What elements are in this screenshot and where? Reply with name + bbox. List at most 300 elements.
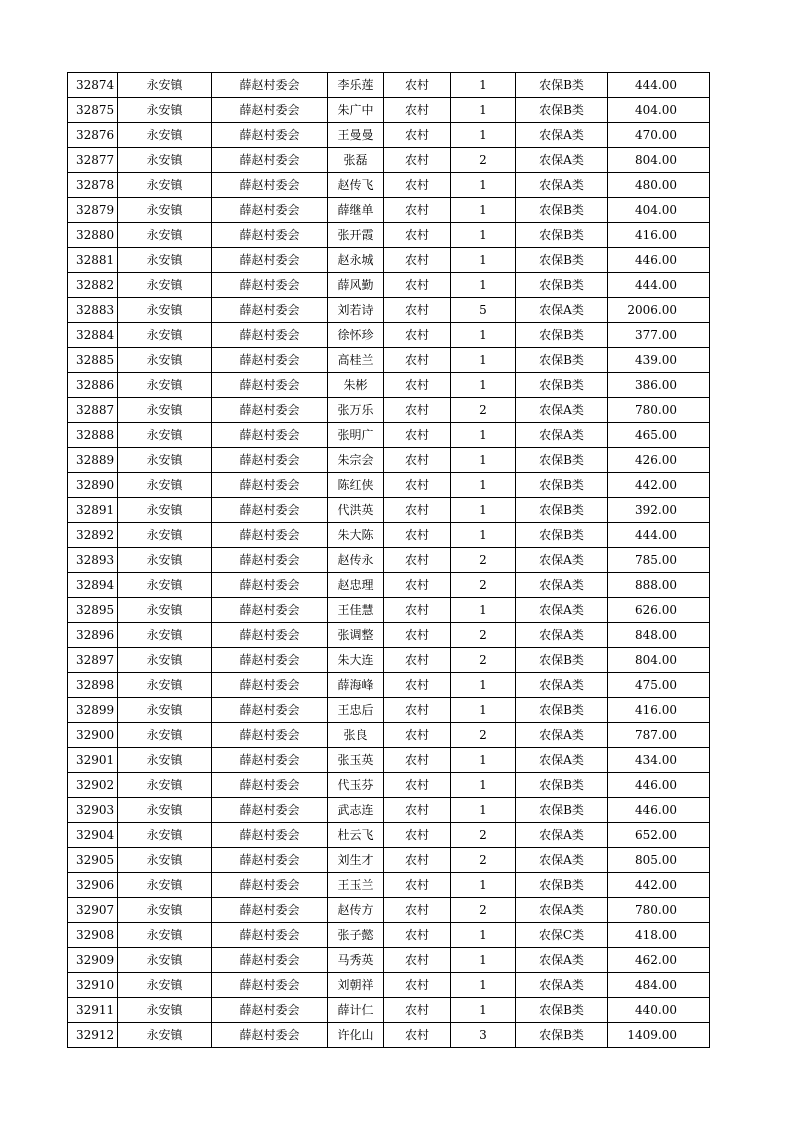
cell-area: 农村 [384, 73, 451, 98]
cell-town: 永安镇 [118, 623, 212, 648]
cell-id: 32886 [68, 373, 118, 398]
table-row [68, 523, 710, 548]
table-row [68, 273, 710, 298]
cell-town: 永安镇 [118, 548, 212, 573]
cell-count: 1 [451, 523, 516, 548]
cell-village: 薛赵村委会 [212, 748, 328, 773]
cell-category: 农保A类 [516, 948, 608, 973]
cell-amount: 418.00 [608, 923, 710, 948]
cell-id: 32874 [68, 73, 118, 98]
cell-category: 农保B类 [516, 323, 608, 348]
cell-area: 农村 [384, 148, 451, 173]
table-row [68, 798, 710, 823]
cell-area: 农村 [384, 373, 451, 398]
cell-count: 1 [451, 173, 516, 198]
cell-count: 1 [451, 673, 516, 698]
table-row [68, 348, 710, 373]
cell-village: 薛赵村委会 [212, 623, 328, 648]
cell-category: 农保B类 [516, 873, 608, 898]
cell-count: 1 [451, 873, 516, 898]
cell-amount: 404.00 [608, 98, 710, 123]
cell-count: 1 [451, 448, 516, 473]
cell-name: 张良 [328, 723, 384, 748]
cell-count: 2 [451, 148, 516, 173]
cell-area: 农村 [384, 748, 451, 773]
cell-town: 永安镇 [118, 523, 212, 548]
cell-name: 赵永城 [328, 248, 384, 273]
cell-category: 农保B类 [516, 73, 608, 98]
cell-id: 32910 [68, 973, 118, 998]
cell-amount: 404.00 [608, 198, 710, 223]
cell-id: 32903 [68, 798, 118, 823]
cell-name: 马秀英 [328, 948, 384, 973]
table-row [68, 298, 710, 323]
table-row [68, 698, 710, 723]
cell-village: 薛赵村委会 [212, 598, 328, 623]
cell-amount: 1409.00 [608, 1023, 710, 1048]
cell-area: 农村 [384, 723, 451, 748]
cell-amount: 465.00 [608, 423, 710, 448]
cell-id: 32880 [68, 223, 118, 248]
cell-id: 32888 [68, 423, 118, 448]
cell-area: 农村 [384, 348, 451, 373]
cell-id: 32879 [68, 198, 118, 223]
cell-name: 赵传永 [328, 548, 384, 573]
cell-village: 薛赵村委会 [212, 548, 328, 573]
cell-name: 代玉芬 [328, 773, 384, 798]
cell-village: 薛赵村委会 [212, 398, 328, 423]
cell-village: 薛赵村委会 [212, 973, 328, 998]
cell-village: 薛赵村委会 [212, 723, 328, 748]
cell-area: 农村 [384, 173, 451, 198]
cell-village: 薛赵村委会 [212, 148, 328, 173]
cell-count: 1 [451, 423, 516, 448]
cell-amount: 439.00 [608, 348, 710, 373]
cell-amount: 785.00 [608, 548, 710, 573]
cell-category: 农保B类 [516, 248, 608, 273]
cell-category: 农保A类 [516, 548, 608, 573]
cell-village: 薛赵村委会 [212, 248, 328, 273]
cell-amount: 805.00 [608, 848, 710, 873]
cell-category: 农保B类 [516, 448, 608, 473]
cell-town: 永安镇 [118, 948, 212, 973]
table-row [68, 148, 710, 173]
cell-town: 永安镇 [118, 673, 212, 698]
table-row [68, 223, 710, 248]
cell-category: 农保A类 [516, 973, 608, 998]
cell-category: 农保A类 [516, 298, 608, 323]
cell-town: 永安镇 [118, 323, 212, 348]
cell-category: 农保B类 [516, 998, 608, 1023]
cell-count: 2 [451, 898, 516, 923]
cell-town: 永安镇 [118, 423, 212, 448]
cell-town: 永安镇 [118, 248, 212, 273]
cell-town: 永安镇 [118, 823, 212, 848]
cell-count: 1 [451, 598, 516, 623]
cell-area: 农村 [384, 573, 451, 598]
cell-name: 张调整 [328, 623, 384, 648]
cell-town: 永安镇 [118, 698, 212, 723]
cell-town: 永安镇 [118, 1023, 212, 1048]
cell-name: 张明广 [328, 423, 384, 448]
cell-category: 农保A类 [516, 748, 608, 773]
cell-town: 永安镇 [118, 648, 212, 673]
cell-area: 农村 [384, 473, 451, 498]
cell-count: 1 [451, 198, 516, 223]
cell-name: 张玉英 [328, 748, 384, 773]
cell-area: 农村 [384, 623, 451, 648]
cell-name: 张子懿 [328, 923, 384, 948]
cell-town: 永安镇 [118, 348, 212, 373]
cell-id: 32895 [68, 598, 118, 623]
table-row [68, 948, 710, 973]
cell-count: 1 [451, 73, 516, 98]
cell-name: 张开霞 [328, 223, 384, 248]
cell-area: 农村 [384, 523, 451, 548]
cell-name: 朱彬 [328, 373, 384, 398]
cell-count: 2 [451, 648, 516, 673]
cell-area: 农村 [384, 898, 451, 923]
cell-village: 薛赵村委会 [212, 998, 328, 1023]
table-row [68, 973, 710, 998]
cell-amount: 440.00 [608, 998, 710, 1023]
table-row [68, 373, 710, 398]
cell-category: 农保B类 [516, 373, 608, 398]
cell-name: 刘若诗 [328, 298, 384, 323]
cell-name: 薛海峰 [328, 673, 384, 698]
cell-category: 农保A类 [516, 673, 608, 698]
cell-category: 农保A类 [516, 723, 608, 748]
table-row [68, 998, 710, 1023]
cell-category: 农保B类 [516, 348, 608, 373]
cell-category: 农保B类 [516, 223, 608, 248]
cell-count: 2 [451, 548, 516, 573]
cell-amount: 652.00 [608, 823, 710, 848]
table-row [68, 73, 710, 98]
cell-village: 薛赵村委会 [212, 1023, 328, 1048]
cell-count: 2 [451, 623, 516, 648]
cell-village: 薛赵村委会 [212, 373, 328, 398]
cell-town: 永安镇 [118, 973, 212, 998]
cell-village: 薛赵村委会 [212, 848, 328, 873]
cell-town: 永安镇 [118, 723, 212, 748]
cell-village: 薛赵村委会 [212, 923, 328, 948]
cell-area: 农村 [384, 873, 451, 898]
cell-area: 农村 [384, 498, 451, 523]
table-row [68, 448, 710, 473]
cell-id: 32894 [68, 573, 118, 598]
cell-town: 永安镇 [118, 173, 212, 198]
cell-id: 32908 [68, 923, 118, 948]
cell-id: 32876 [68, 123, 118, 148]
cell-name: 高桂兰 [328, 348, 384, 373]
table-row [68, 123, 710, 148]
cell-village: 薛赵村委会 [212, 773, 328, 798]
table-row [68, 748, 710, 773]
cell-name: 赵传方 [328, 898, 384, 923]
table-row [68, 573, 710, 598]
cell-town: 永安镇 [118, 898, 212, 923]
cell-town: 永安镇 [118, 498, 212, 523]
cell-village: 薛赵村委会 [212, 873, 328, 898]
cell-count: 2 [451, 823, 516, 848]
cell-town: 永安镇 [118, 598, 212, 623]
cell-town: 永安镇 [118, 73, 212, 98]
cell-category: 农保B类 [516, 273, 608, 298]
cell-area: 农村 [384, 698, 451, 723]
cell-count: 1 [451, 123, 516, 148]
cell-category: 农保A类 [516, 148, 608, 173]
cell-amount: 392.00 [608, 498, 710, 523]
cell-area: 农村 [384, 273, 451, 298]
cell-village: 薛赵村委会 [212, 423, 328, 448]
cell-name: 李乐莲 [328, 73, 384, 98]
cell-amount: 444.00 [608, 523, 710, 548]
cell-town: 永安镇 [118, 473, 212, 498]
cell-id: 32907 [68, 898, 118, 923]
cell-count: 1 [451, 323, 516, 348]
cell-town: 永安镇 [118, 98, 212, 123]
cell-category: 农保B类 [516, 498, 608, 523]
cell-category: 农保A类 [516, 573, 608, 598]
cell-village: 薛赵村委会 [212, 573, 328, 598]
cell-village: 薛赵村委会 [212, 98, 328, 123]
cell-town: 永安镇 [118, 923, 212, 948]
table-row [68, 773, 710, 798]
cell-town: 永安镇 [118, 123, 212, 148]
cell-town: 永安镇 [118, 748, 212, 773]
cell-name: 薛计仁 [328, 998, 384, 1023]
cell-area: 农村 [384, 673, 451, 698]
table-row [68, 423, 710, 448]
cell-amount: 475.00 [608, 673, 710, 698]
cell-village: 薛赵村委会 [212, 823, 328, 848]
cell-village: 薛赵村委会 [212, 448, 328, 473]
cell-village: 薛赵村委会 [212, 798, 328, 823]
cell-town: 永安镇 [118, 873, 212, 898]
cell-amount: 434.00 [608, 748, 710, 773]
cell-category: 农保A类 [516, 398, 608, 423]
cell-amount: 2006.00 [608, 298, 710, 323]
cell-category: 农保B类 [516, 648, 608, 673]
cell-id: 32898 [68, 673, 118, 698]
cell-area: 农村 [384, 798, 451, 823]
cell-town: 永安镇 [118, 373, 212, 398]
cell-amount: 780.00 [608, 898, 710, 923]
cell-name: 张万乐 [328, 398, 384, 423]
cell-id: 32905 [68, 848, 118, 873]
table-row [68, 248, 710, 273]
table-row [68, 198, 710, 223]
cell-id: 32887 [68, 398, 118, 423]
cell-village: 薛赵村委会 [212, 898, 328, 923]
cell-name: 刘朝祥 [328, 973, 384, 998]
cell-category: 农保B类 [516, 773, 608, 798]
cell-village: 薛赵村委会 [212, 473, 328, 498]
cell-count: 1 [451, 998, 516, 1023]
cell-category: 农保B类 [516, 698, 608, 723]
cell-amount: 377.00 [608, 323, 710, 348]
cell-count: 1 [451, 273, 516, 298]
cell-name: 许化山 [328, 1023, 384, 1048]
cell-id: 32912 [68, 1023, 118, 1048]
cell-town: 永安镇 [118, 398, 212, 423]
table-row [68, 173, 710, 198]
cell-town: 永安镇 [118, 848, 212, 873]
cell-village: 薛赵村委会 [212, 323, 328, 348]
table-row [68, 498, 710, 523]
cell-count: 2 [451, 398, 516, 423]
cell-village: 薛赵村委会 [212, 173, 328, 198]
table-row [68, 598, 710, 623]
cell-town: 永安镇 [118, 148, 212, 173]
cell-category: 农保B类 [516, 473, 608, 498]
cell-area: 农村 [384, 323, 451, 348]
cell-area: 农村 [384, 223, 451, 248]
cell-amount: 804.00 [608, 148, 710, 173]
cell-amount: 446.00 [608, 248, 710, 273]
cell-count: 1 [451, 473, 516, 498]
cell-category: 农保A类 [516, 848, 608, 873]
cell-id: 32875 [68, 98, 118, 123]
cell-village: 薛赵村委会 [212, 73, 328, 98]
cell-id: 32891 [68, 498, 118, 523]
cell-village: 薛赵村委会 [212, 523, 328, 548]
table-row [68, 723, 710, 748]
cell-id: 32900 [68, 723, 118, 748]
cell-category: 农保B类 [516, 523, 608, 548]
cell-area: 农村 [384, 648, 451, 673]
cell-village: 薛赵村委会 [212, 698, 328, 723]
cell-id: 32878 [68, 173, 118, 198]
cell-id: 32877 [68, 148, 118, 173]
cell-id: 32885 [68, 348, 118, 373]
cell-name: 赵忠理 [328, 573, 384, 598]
table-row [68, 473, 710, 498]
cell-village: 薛赵村委会 [212, 948, 328, 973]
cell-id: 32893 [68, 548, 118, 573]
cell-count: 1 [451, 498, 516, 523]
cell-count: 5 [451, 298, 516, 323]
cell-amount: 442.00 [608, 473, 710, 498]
cell-amount: 446.00 [608, 798, 710, 823]
cell-category: 农保B类 [516, 1023, 608, 1048]
cell-id: 32911 [68, 998, 118, 1023]
cell-count: 1 [451, 923, 516, 948]
cell-amount: 446.00 [608, 773, 710, 798]
cell-category: 农保C类 [516, 923, 608, 948]
cell-area: 农村 [384, 973, 451, 998]
cell-count: 3 [451, 1023, 516, 1048]
cell-category: 农保A类 [516, 423, 608, 448]
cell-count: 2 [451, 573, 516, 598]
cell-amount: 888.00 [608, 573, 710, 598]
cell-town: 永安镇 [118, 273, 212, 298]
table-row [68, 673, 710, 698]
cell-category: 农保A类 [516, 898, 608, 923]
cell-name: 刘生才 [328, 848, 384, 873]
cell-amount: 848.00 [608, 623, 710, 648]
cell-id: 32909 [68, 948, 118, 973]
table-row [68, 548, 710, 573]
table-row [68, 1023, 710, 1048]
cell-area: 农村 [384, 98, 451, 123]
cell-area: 农村 [384, 298, 451, 323]
table-row [68, 323, 710, 348]
cell-name: 杜云飞 [328, 823, 384, 848]
table-body [68, 73, 710, 1048]
cell-id: 32901 [68, 748, 118, 773]
cell-count: 1 [451, 373, 516, 398]
cell-area: 农村 [384, 848, 451, 873]
cell-town: 永安镇 [118, 448, 212, 473]
cell-amount: 787.00 [608, 723, 710, 748]
cell-category: 农保A类 [516, 823, 608, 848]
cell-id: 32889 [68, 448, 118, 473]
cell-village: 薛赵村委会 [212, 298, 328, 323]
cell-town: 永安镇 [118, 773, 212, 798]
cell-name: 朱大陈 [328, 523, 384, 548]
cell-area: 农村 [384, 598, 451, 623]
cell-name: 王曼曼 [328, 123, 384, 148]
cell-area: 农村 [384, 248, 451, 273]
cell-category: 农保A类 [516, 623, 608, 648]
table-row [68, 623, 710, 648]
cell-name: 王佳慧 [328, 598, 384, 623]
cell-name: 朱宗会 [328, 448, 384, 473]
table-row [68, 898, 710, 923]
cell-name: 代洪英 [328, 498, 384, 523]
cell-count: 1 [451, 748, 516, 773]
table-row [68, 848, 710, 873]
cell-name: 朱广中 [328, 98, 384, 123]
cell-amount: 444.00 [608, 273, 710, 298]
cell-area: 农村 [384, 823, 451, 848]
cell-id: 32881 [68, 248, 118, 273]
cell-name: 王忠后 [328, 698, 384, 723]
cell-area: 农村 [384, 923, 451, 948]
cell-village: 薛赵村委会 [212, 348, 328, 373]
table-row [68, 398, 710, 423]
cell-area: 农村 [384, 448, 451, 473]
cell-count: 2 [451, 723, 516, 748]
cell-amount: 416.00 [608, 223, 710, 248]
cell-count: 1 [451, 223, 516, 248]
cell-count: 1 [451, 348, 516, 373]
cell-area: 农村 [384, 948, 451, 973]
cell-count: 1 [451, 98, 516, 123]
cell-village: 薛赵村委会 [212, 498, 328, 523]
cell-amount: 480.00 [608, 173, 710, 198]
cell-id: 32896 [68, 623, 118, 648]
cell-name: 朱大连 [328, 648, 384, 673]
cell-area: 农村 [384, 998, 451, 1023]
cell-town: 永安镇 [118, 198, 212, 223]
cell-amount: 416.00 [608, 698, 710, 723]
cell-town: 永安镇 [118, 798, 212, 823]
cell-count: 1 [451, 973, 516, 998]
cell-id: 32892 [68, 523, 118, 548]
cell-amount: 804.00 [608, 648, 710, 673]
cell-id: 32902 [68, 773, 118, 798]
cell-id: 32906 [68, 873, 118, 898]
cell-amount: 426.00 [608, 448, 710, 473]
cell-amount: 780.00 [608, 398, 710, 423]
cell-name: 武志连 [328, 798, 384, 823]
table-row [68, 823, 710, 848]
cell-category: 农保B类 [516, 98, 608, 123]
cell-village: 薛赵村委会 [212, 198, 328, 223]
